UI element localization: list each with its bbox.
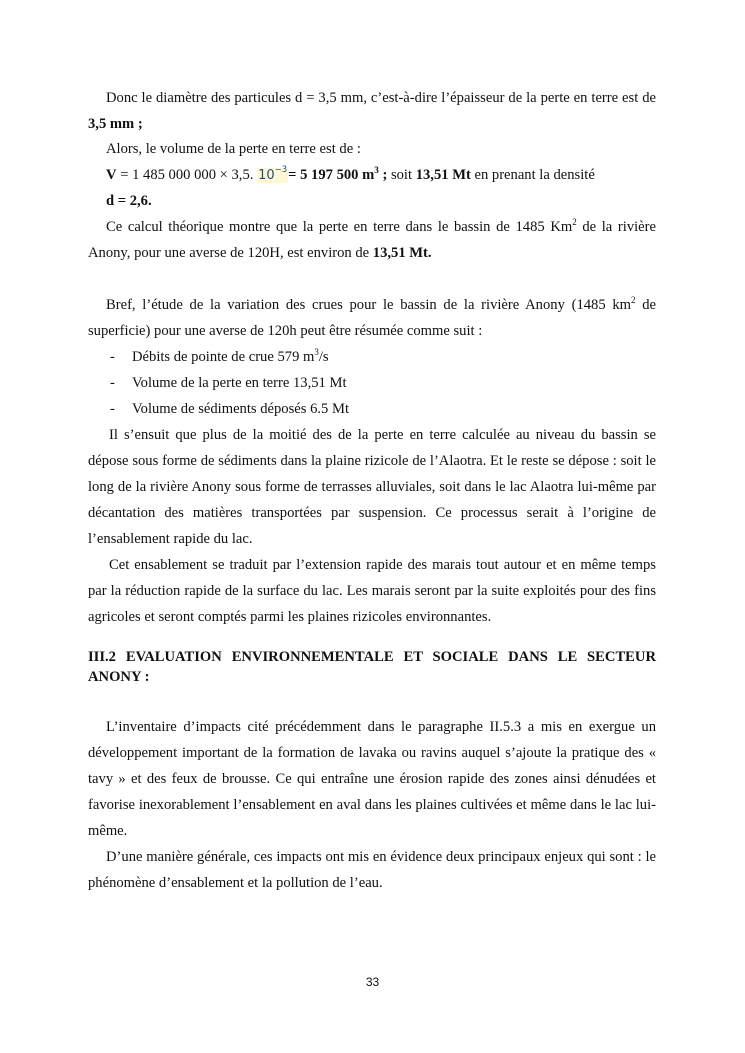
p1-bold-value: 3,5 mm ; bbox=[88, 116, 143, 132]
formula-result: = 5 197 500 $m^3$ ; bbox=[288, 165, 388, 183]
paragraph-particle-diameter bbox=[88, 85, 656, 137]
list-item: - Volume de la perte en terre 13,51 Mt bbox=[110, 375, 347, 391]
list-item: - Débits de pointe de crue 579 $m^3/s$ bbox=[110, 347, 329, 365]
formula-end: en prenant la densité bbox=[470, 167, 595, 183]
density-value: d = 2,6. bbox=[106, 193, 152, 209]
p1-line2-pre: de bbox=[642, 90, 656, 106]
paragraph-silting-effects: Cet ensablement se traduit par l’extension rapide des marais tout autour et en même temps par la réduction rapide de la surface du lac. Les marais seront par la suite exploités pour des fins agricoles et seront comptés parmi les plaines rizicoles environnantes. bbox=[88, 557, 656, 625]
section-heading: III.2 EVALUATION ENVIRONNEMENTALE ET SOCIALE DANS LE SECTEUR ANONY : bbox=[88, 649, 656, 685]
formula-line bbox=[106, 162, 674, 189]
page-number: 33 bbox=[365, 975, 380, 989]
p1-line1: Donc le diamètre des particules d = 3,5 mm, c’est-à-dire l’épaisseur de la perte en terre est bbox=[106, 90, 639, 106]
formula-expr: = 1 485 000 000 × 3,5. bbox=[116, 167, 258, 183]
paragraph-theoretical-calc: Ce calcul théorique montre que la perte en terre dans le bassin de 1485 Km$^2$ de la rivière Anony, pour une averse de 120H, est environ de 13,51 Mt. bbox=[88, 217, 656, 261]
paragraph-impact-inventory: L’inventaire d’impacts cité précédemment dans le paragraphe II.5.3 a mis en exergue un développement important de la formation de lavaka ou ravins auquel s’ajoute la pratique des « tavy » et des feux de brousse. Ce qui entraîne une érosion rapide des zones ainsi dénudées et favorise inexorablement l’ensablement en aval dans les plaines cultivées et même dans le lac lui-même. bbox=[88, 719, 656, 839]
formula-mt: 13,51 Mt bbox=[415, 167, 471, 183]
paragraph-summary: Bref, l’étude de la variation des crues pour le bassin de la rivière Anony (1485 $km^2$ de superficie) pour une averse de 120h peut être résumée comme suit : bbox=[88, 295, 656, 339]
list-item: - Volume de sédiments déposés 6.5 Mt bbox=[110, 401, 349, 417]
formula-mid: soit bbox=[387, 167, 416, 183]
formula-scientific: $10^{-3}$ bbox=[258, 165, 288, 183]
formula-v: V bbox=[106, 167, 117, 183]
paragraph-main-issues: D’une manière générale, ces impacts ont mis en évidence deux principaux enjeux qui sont : le phénomène d’ensablement et la pollution de l’eau. bbox=[88, 849, 656, 891]
paragraph-sediment-deposit: Il s’ensuit que plus de la moitié des de la perte en terre calculée au niveau du bassin se dépose sous forme de sédiments dans la plaine rizicole de l’Alaotra. Et le reste se dépose : soit le long de la rivière Anony sous forme de terrasses alluviales, soit dans le lac Alaotra lui-même par décantation des matières transportées par suspension. Ce processus serait à l’origine de l’ensablement rapide du lac. bbox=[88, 427, 656, 547]
paragraph-volume-intro: Alors, le volume de la perte en terre est de : bbox=[106, 141, 361, 157]
